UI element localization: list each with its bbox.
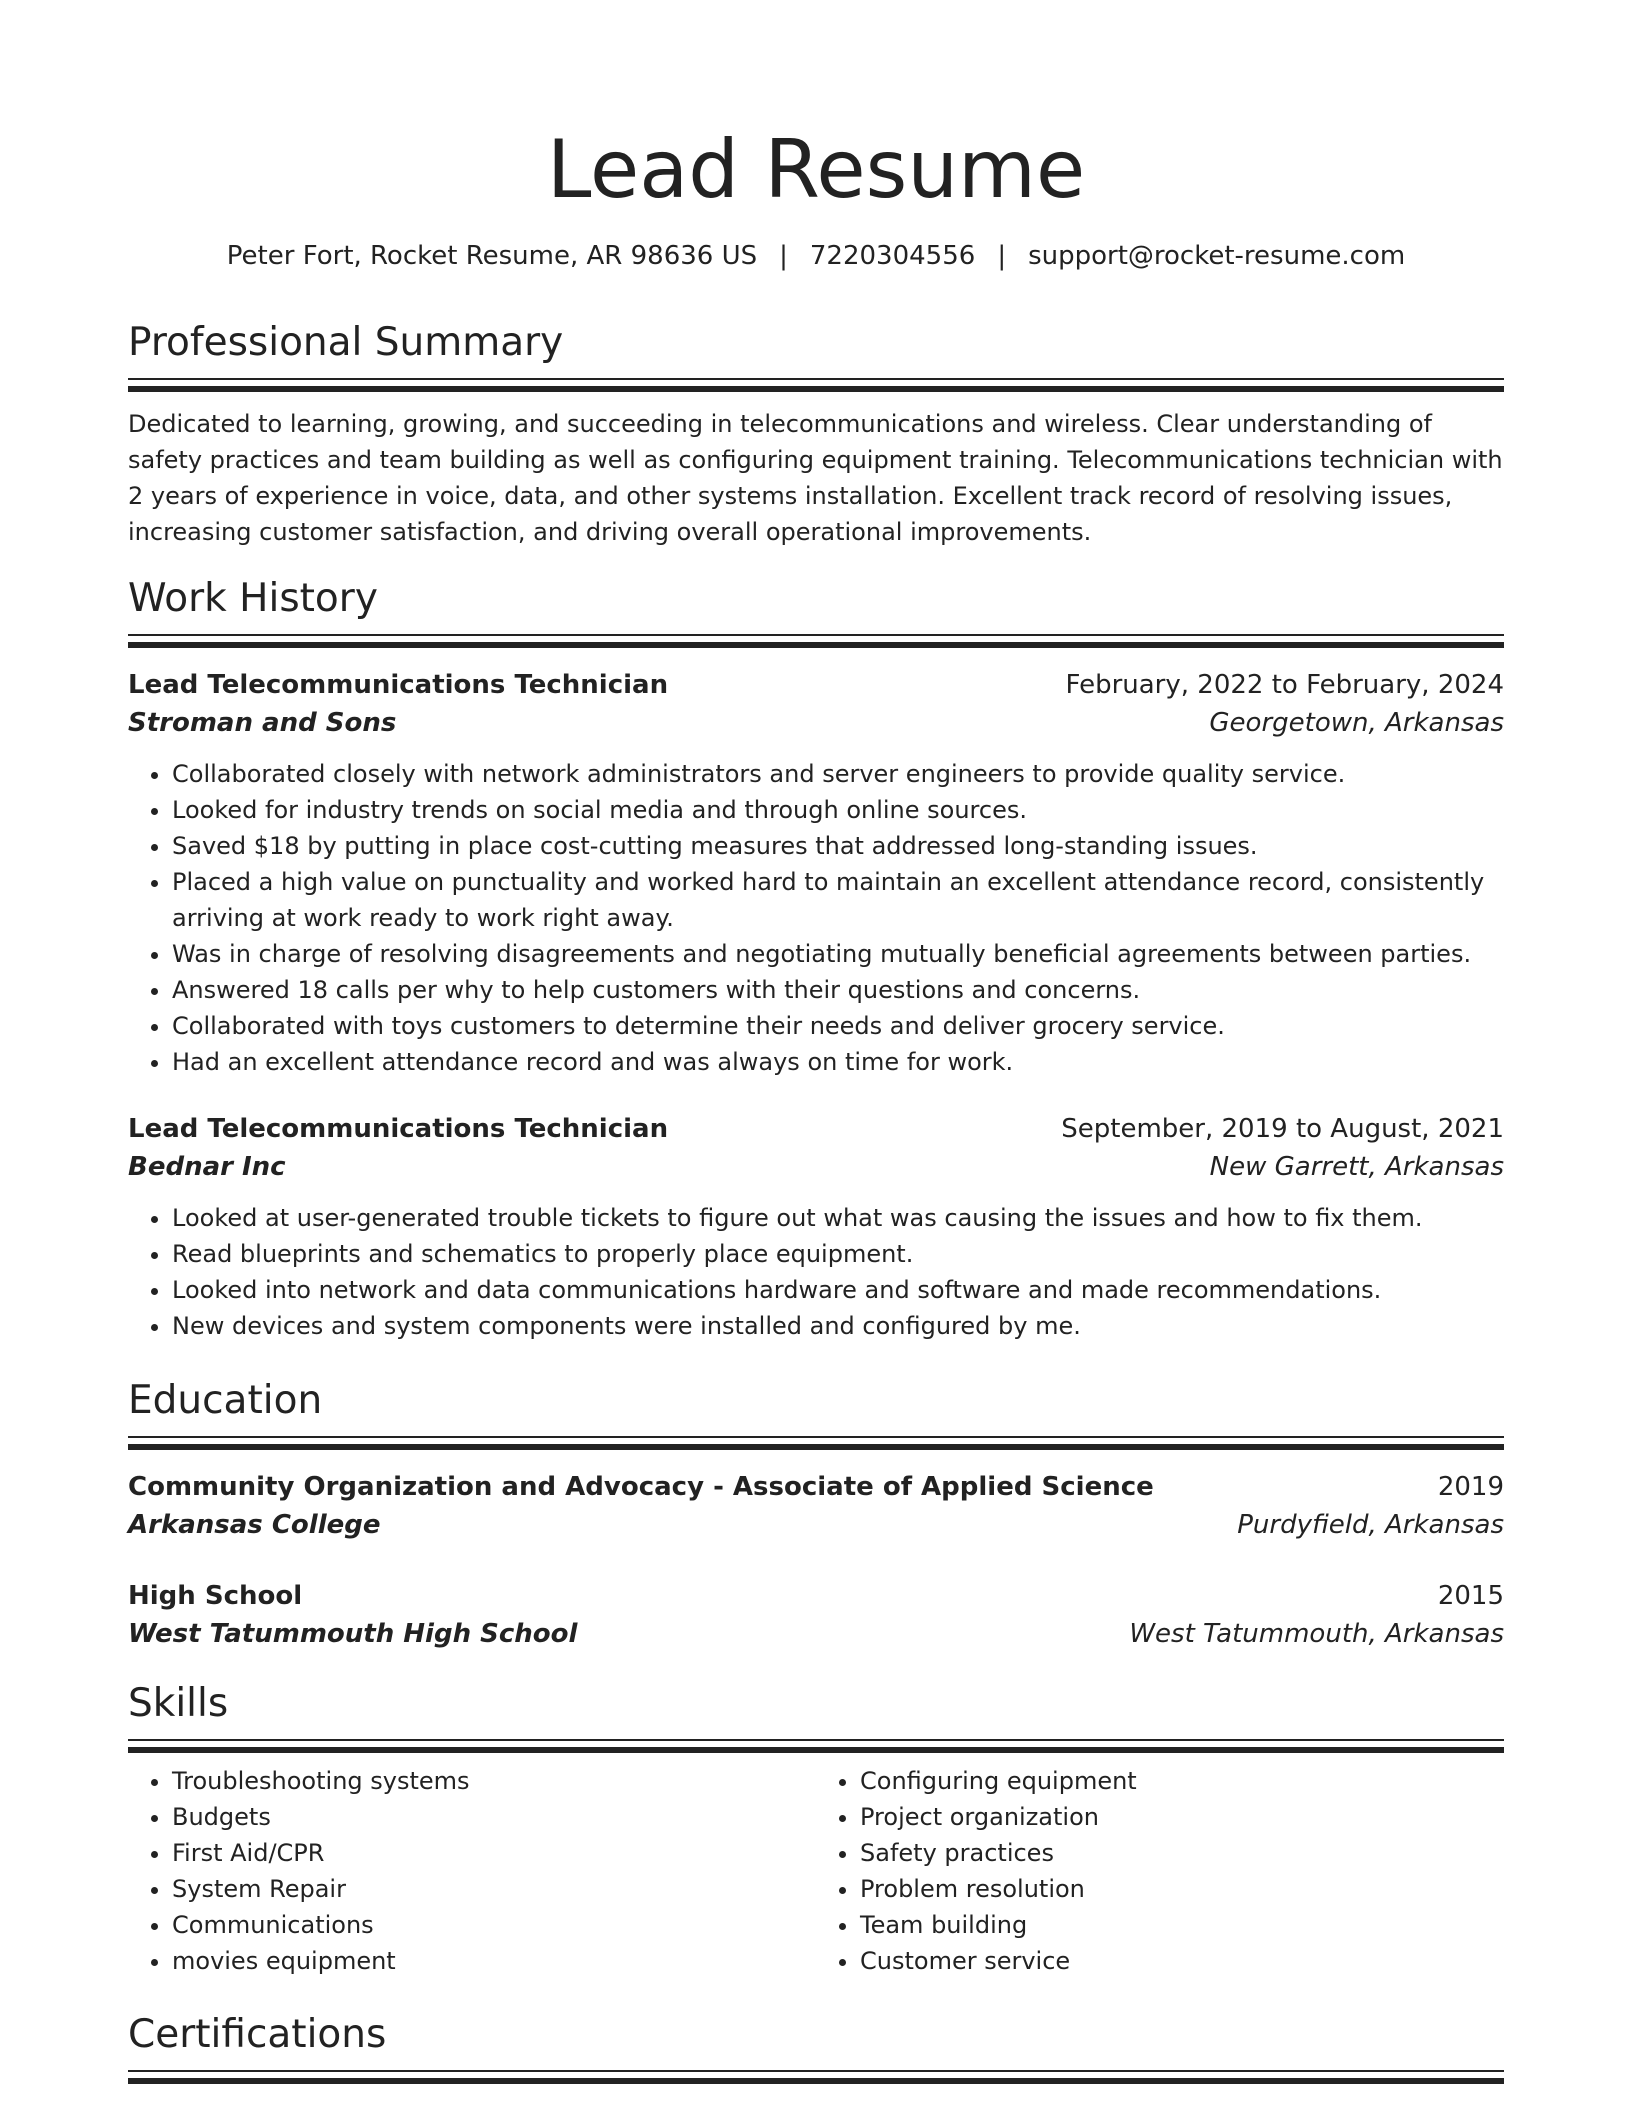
section-title-work: Work History <box>128 576 378 621</box>
education-school: Arkansas College <box>128 1510 381 1540</box>
contact-separator: | <box>779 241 788 271</box>
section-divider <box>128 1739 1504 1753</box>
list-item: • Collaborated with toys customers to determine their needs and deliver grocery service. <box>172 1008 1504 1044</box>
section-divider <box>128 378 1504 392</box>
section-title-education: Education <box>128 1378 323 1423</box>
education-location: Purdyfield, Arkansas <box>1237 1510 1504 1540</box>
list-item: • Budgets <box>172 1799 816 1835</box>
education-year: 2019 <box>1437 1472 1504 1502</box>
list-item: • Communications <box>172 1907 816 1943</box>
list-item: • Was in charge of resolving disagreements and negotiating mutually beneficial agreements between parties. <box>172 936 1504 972</box>
list-item: • New devices and system components were installed and configured by me. <box>172 1308 1504 1344</box>
job-entry <box>128 1110 1504 1344</box>
list-item: • Had an excellent attendance record and was always on time for work. <box>172 1044 1504 1080</box>
list-item: • System Repair <box>172 1871 816 1907</box>
list-item: • Problem resolution <box>860 1871 1504 1907</box>
skills-column-right <box>816 1763 1504 1979</box>
job-title: Lead Telecommunications Technician <box>128 1114 669 1144</box>
job-bullets <box>128 1200 1504 1344</box>
list-item: • Configuring equipment <box>860 1763 1504 1799</box>
work-history-section <box>128 574 1504 1344</box>
list-item: • Read blueprints and schematics to properly place equipment. <box>172 1236 1504 1272</box>
summary-text: Dedicated to learning, growing, and succeeding in telecommunications and wireless. Clear understanding of safety practices and team building as well as configuring equipment training. Telecommunications technician with 2 years of experience in voice, data, and other systems installation. Excellent track record of resolving issues, increasing customer satisfaction, and driving overall operational improvements. <box>128 410 1503 546</box>
resume-title: Lead Resume <box>546 123 1086 216</box>
section-title-certifications: Certifications <box>128 2012 387 2057</box>
job-entry <box>128 666 1504 1080</box>
job-company: Bednar Inc <box>128 1152 286 1182</box>
list-item: • Placed a high value on punctuality and worked hard to maintain an excellent attendance record, consistently arriving at work ready to work right away. <box>172 864 1504 936</box>
list-item: • Looked for industry trends on social media and through online sources. <box>172 792 1504 828</box>
list-item: • Answered 18 calls per why to help customers with their questions and concerns. <box>172 972 1504 1008</box>
list-item: • Collaborated closely with network administrators and server engineers to provide quality service. <box>172 756 1504 792</box>
list-item: • Team building <box>860 1907 1504 1943</box>
job-location: New Garrett, Arkansas <box>1209 1152 1504 1182</box>
education-location: West Tatummouth, Arkansas <box>1129 1619 1504 1649</box>
list-item: • Saved $18 by putting in place cost-cutting measures that addressed long-standing issues. <box>172 828 1504 864</box>
list-item: • Customer service <box>860 1943 1504 1979</box>
education-degree: High School <box>128 1581 303 1611</box>
contact-email: support@rocket-resume.com <box>1028 241 1406 271</box>
list-item: • Troubleshooting systems <box>172 1763 816 1799</box>
list-item: • Looked at user-generated trouble tickets to figure out what was causing the issues and how to fix them. <box>172 1200 1504 1236</box>
certifications-section <box>128 2010 1504 2084</box>
contact-line <box>0 238 1632 274</box>
job-title: Lead Telecommunications Technician <box>128 670 669 700</box>
skills-column-left <box>128 1763 816 1979</box>
contact-address: Peter Fort, Rocket Resume, AR 98636 US <box>226 241 758 271</box>
list-item: • First Aid/CPR <box>172 1835 816 1871</box>
job-bullets <box>128 756 1504 1080</box>
list-item: • movies equipment <box>172 1943 816 1979</box>
summary-section <box>128 318 1504 550</box>
skills-list <box>128 1763 1504 1979</box>
section-divider <box>128 1436 1504 1450</box>
list-item: • Safety practices <box>860 1835 1504 1871</box>
job-dates: February, 2022 to February, 2024 <box>1065 670 1504 700</box>
education-entry <box>128 1577 1504 1653</box>
job-dates: September, 2019 to August, 2021 <box>1061 1114 1504 1144</box>
list-item: • Looked into network and data communications hardware and software and made recommendations. <box>172 1272 1504 1308</box>
contact-separator: | <box>997 241 1007 271</box>
list-item: • Project organization <box>860 1799 1504 1835</box>
job-location: Georgetown, Arkansas <box>1209 708 1504 738</box>
job-company: Stroman and Sons <box>128 708 397 738</box>
section-title-summary: Professional Summary <box>128 320 564 365</box>
skills-section <box>128 1679 1504 1979</box>
section-title-skills: Skills <box>128 1681 229 1726</box>
education-degree: Community Organization and Advocacy - Associate of Applied Science <box>128 1472 1154 1502</box>
education-section <box>128 1376 1504 1653</box>
section-divider <box>128 634 1504 648</box>
education-year: 2015 <box>1437 1581 1504 1611</box>
section-divider <box>128 2070 1504 2084</box>
education-entry <box>128 1468 1504 1544</box>
contact-phone: 7220304556 <box>809 241 976 271</box>
education-school: West Tatummouth High School <box>128 1619 578 1649</box>
